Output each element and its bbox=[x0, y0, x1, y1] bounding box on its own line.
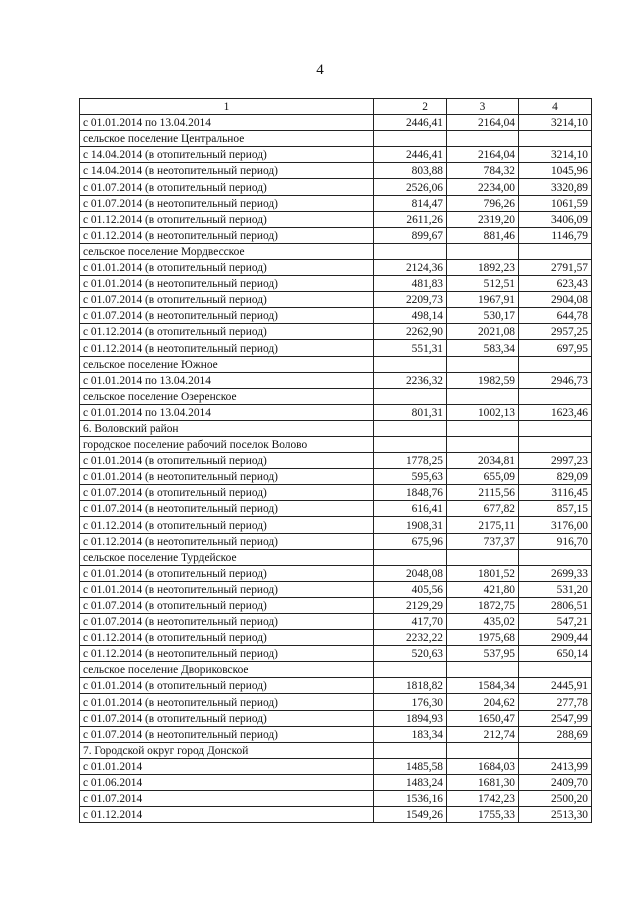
row-value-col-2: 675,96 bbox=[374, 533, 447, 549]
row-value-col-2: 551,31 bbox=[374, 340, 447, 356]
table-row bbox=[80, 549, 592, 565]
row-value-col-4: 2500,20 bbox=[519, 791, 592, 807]
row-value-col-2: 899,67 bbox=[374, 227, 447, 243]
row-value-col-4: 2957,25 bbox=[519, 324, 592, 340]
row-value-col-3: 1584,34 bbox=[447, 678, 519, 694]
table-row bbox=[80, 533, 592, 549]
row-value-col-4 bbox=[519, 243, 592, 259]
row-value-col-4: 3214,10 bbox=[519, 115, 592, 131]
row-value-col-3 bbox=[447, 662, 519, 678]
row-value-col-3: 1872,75 bbox=[447, 597, 519, 613]
row-value-col-3: 2164,04 bbox=[447, 115, 519, 131]
row-value-col-3 bbox=[447, 243, 519, 259]
table-row bbox=[80, 324, 592, 340]
row-value-col-4: 2547,99 bbox=[519, 710, 592, 726]
row-value-col-3: 881,46 bbox=[447, 227, 519, 243]
row-value-col-2: 183,34 bbox=[374, 726, 447, 742]
row-value-col-3: 1967,91 bbox=[447, 292, 519, 308]
row-value-col-4: 2699,33 bbox=[519, 565, 592, 581]
tariff-table bbox=[79, 98, 592, 823]
row-label: с 01.01.2014 (в неотопительный период) bbox=[80, 469, 374, 485]
row-value-col-2: 176,30 bbox=[374, 694, 447, 710]
row-value-col-3: 1755,33 bbox=[447, 807, 519, 823]
row-value-col-4: 3406,09 bbox=[519, 211, 592, 227]
table-row bbox=[80, 292, 592, 308]
table-row bbox=[80, 694, 592, 710]
row-label: сельское поселение Турдейское bbox=[80, 549, 374, 565]
row-value-col-2 bbox=[374, 549, 447, 565]
row-label: сельское поселение Центральное bbox=[80, 131, 374, 147]
row-value-col-4: 1146,79 bbox=[519, 227, 592, 243]
row-value-col-3: 204,62 bbox=[447, 694, 519, 710]
row-value-col-3: 212,74 bbox=[447, 726, 519, 742]
row-label: городское поселение рабочий поселок Волово bbox=[80, 436, 374, 452]
table-row bbox=[80, 115, 592, 131]
row-value-col-2 bbox=[374, 420, 447, 436]
row-label: с 01.01.2014 (в отопительный период) bbox=[80, 565, 374, 581]
row-value-col-2: 2236,32 bbox=[374, 372, 447, 388]
row-label: с 01.06.2014 bbox=[80, 774, 374, 790]
row-label: с 01.01.2014 по 13.04.2014 bbox=[80, 404, 374, 420]
row-label: с 01.12.2014 (в отопительный период) bbox=[80, 517, 374, 533]
row-label: с 01.01.2014 (в отопительный период) bbox=[80, 453, 374, 469]
table-row bbox=[80, 211, 592, 227]
row-value-col-2: 498,14 bbox=[374, 308, 447, 324]
table-row bbox=[80, 630, 592, 646]
row-value-col-3: 677,82 bbox=[447, 501, 519, 517]
row-label: с 01.01.2014 (в отопительный период) bbox=[80, 259, 374, 275]
row-value-col-3 bbox=[447, 742, 519, 758]
row-value-col-2: 2526,06 bbox=[374, 179, 447, 195]
table-row bbox=[80, 565, 592, 581]
table-row bbox=[80, 758, 592, 774]
row-value-col-3: 2034,81 bbox=[447, 453, 519, 469]
row-value-col-3: 2115,56 bbox=[447, 485, 519, 501]
row-label: с 01.07.2014 (в отопительный период) bbox=[80, 292, 374, 308]
table-row bbox=[80, 453, 592, 469]
row-value-col-2: 1778,25 bbox=[374, 453, 447, 469]
row-value-col-3: 537,95 bbox=[447, 646, 519, 662]
page-number: 4 bbox=[316, 62, 324, 78]
table-row bbox=[80, 195, 592, 211]
row-label: с 01.01.2014 (в неотопительный период) bbox=[80, 581, 374, 597]
row-value-col-4: 2806,51 bbox=[519, 597, 592, 613]
row-value-col-4 bbox=[519, 662, 592, 678]
table-row bbox=[80, 243, 592, 259]
row-label: с 01.01.2014 bbox=[80, 758, 374, 774]
row-label: с 01.07.2014 (в отопительный период) bbox=[80, 179, 374, 195]
row-value-col-4 bbox=[519, 356, 592, 372]
row-value-col-2: 405,56 bbox=[374, 581, 447, 597]
row-value-col-3: 784,32 bbox=[447, 163, 519, 179]
header-col-4: 4 bbox=[519, 99, 592, 115]
row-value-col-3 bbox=[447, 131, 519, 147]
row-label: с 01.12.2014 (в отопительный период) bbox=[80, 211, 374, 227]
table-row bbox=[80, 227, 592, 243]
table-row bbox=[80, 340, 592, 356]
row-label: 6. Воловский район bbox=[80, 420, 374, 436]
row-value-col-2: 1848,76 bbox=[374, 485, 447, 501]
row-value-col-4 bbox=[519, 742, 592, 758]
row-value-col-3 bbox=[447, 388, 519, 404]
row-value-col-2: 2446,41 bbox=[374, 147, 447, 163]
row-value-col-3: 1982,59 bbox=[447, 372, 519, 388]
row-value-col-2: 1483,24 bbox=[374, 774, 447, 790]
row-value-col-4: 1061,59 bbox=[519, 195, 592, 211]
row-value-col-3: 1650,47 bbox=[447, 710, 519, 726]
row-label: с 01.01.2014 по 13.04.2014 bbox=[80, 115, 374, 131]
row-value-col-2: 2262,90 bbox=[374, 324, 447, 340]
row-value-col-2: 814,47 bbox=[374, 195, 447, 211]
table-row bbox=[80, 774, 592, 790]
table-row bbox=[80, 662, 592, 678]
row-value-col-4: 2946,73 bbox=[519, 372, 592, 388]
table-row bbox=[80, 485, 592, 501]
row-value-col-4: 1623,46 bbox=[519, 404, 592, 420]
row-value-col-4: 2909,44 bbox=[519, 630, 592, 646]
table-row bbox=[80, 259, 592, 275]
table-row bbox=[80, 597, 592, 613]
table-row bbox=[80, 469, 592, 485]
row-label: сельское поселение Южное bbox=[80, 356, 374, 372]
row-label: с 01.07.2014 bbox=[80, 791, 374, 807]
table-row bbox=[80, 614, 592, 630]
row-label: сельское поселение Мордвесское bbox=[80, 243, 374, 259]
row-value-col-4 bbox=[519, 549, 592, 565]
row-value-col-2: 2209,73 bbox=[374, 292, 447, 308]
row-value-col-2 bbox=[374, 131, 447, 147]
row-value-col-4: 3214,10 bbox=[519, 147, 592, 163]
table-row bbox=[80, 131, 592, 147]
row-value-col-4: 857,15 bbox=[519, 501, 592, 517]
table-row bbox=[80, 501, 592, 517]
row-value-col-4 bbox=[519, 436, 592, 452]
row-value-col-4: 2409,70 bbox=[519, 774, 592, 790]
table-row bbox=[80, 807, 592, 823]
row-value-col-3: 512,51 bbox=[447, 276, 519, 292]
row-value-col-2: 1818,82 bbox=[374, 678, 447, 694]
row-label: с 01.01.2014 (в неотопительный период) bbox=[80, 694, 374, 710]
row-value-col-4 bbox=[519, 388, 592, 404]
row-value-col-3: 421,80 bbox=[447, 581, 519, 597]
table-row bbox=[80, 147, 592, 163]
row-value-col-4: 3320,89 bbox=[519, 179, 592, 195]
table-row bbox=[80, 404, 592, 420]
row-label: с 01.12.2014 (в неотопительный период) bbox=[80, 646, 374, 662]
table-row bbox=[80, 517, 592, 533]
row-value-col-3: 435,02 bbox=[447, 614, 519, 630]
row-value-col-3: 2319,20 bbox=[447, 211, 519, 227]
row-value-col-2: 2048,08 bbox=[374, 565, 447, 581]
row-label: с 01.07.2014 (в отопительный период) bbox=[80, 710, 374, 726]
row-label: с 01.07.2014 (в неотопительный период) bbox=[80, 501, 374, 517]
header-col-2: 2 bbox=[374, 99, 447, 115]
row-label: с 01.07.2014 (в неотопительный период) bbox=[80, 195, 374, 211]
table-row bbox=[80, 179, 592, 195]
row-label: с 01.01.2014 (в неотопительный период) bbox=[80, 276, 374, 292]
row-value-col-2: 803,88 bbox=[374, 163, 447, 179]
table-row bbox=[80, 581, 592, 597]
row-value-col-2 bbox=[374, 742, 447, 758]
row-value-col-4: 277,78 bbox=[519, 694, 592, 710]
row-value-col-4: 829,09 bbox=[519, 469, 592, 485]
row-value-col-3: 583,34 bbox=[447, 340, 519, 356]
row-value-col-3: 2234,00 bbox=[447, 179, 519, 195]
table-header-row bbox=[80, 99, 592, 115]
row-value-col-2: 2446,41 bbox=[374, 115, 447, 131]
row-value-col-4: 697,95 bbox=[519, 340, 592, 356]
row-value-col-2 bbox=[374, 436, 447, 452]
row-value-col-3 bbox=[447, 436, 519, 452]
table-row bbox=[80, 420, 592, 436]
row-label: сельское поселение Озеренское bbox=[80, 388, 374, 404]
row-label: с 01.12.2014 (в отопительный период) bbox=[80, 630, 374, 646]
row-value-col-2: 616,41 bbox=[374, 501, 447, 517]
row-value-col-4: 1045,96 bbox=[519, 163, 592, 179]
table-row bbox=[80, 388, 592, 404]
row-label: с 01.07.2014 (в отопительный период) bbox=[80, 485, 374, 501]
row-label: с 01.12.2014 (в неотопительный период) bbox=[80, 340, 374, 356]
row-value-col-2: 1894,93 bbox=[374, 710, 447, 726]
row-label: с 01.01.2014 (в отопительный период) bbox=[80, 678, 374, 694]
row-value-col-4: 2791,57 bbox=[519, 259, 592, 275]
row-value-col-2 bbox=[374, 662, 447, 678]
table-row bbox=[80, 710, 592, 726]
table-row bbox=[80, 372, 592, 388]
row-label: с 01.12.2014 bbox=[80, 807, 374, 823]
row-value-col-4: 2904,08 bbox=[519, 292, 592, 308]
row-value-col-4: 650,14 bbox=[519, 646, 592, 662]
row-value-col-4: 547,21 bbox=[519, 614, 592, 630]
row-value-col-4 bbox=[519, 131, 592, 147]
row-value-col-3: 2164,04 bbox=[447, 147, 519, 163]
row-value-col-4: 2997,23 bbox=[519, 453, 592, 469]
row-label: с 14.04.2014 (в неотопительный период) bbox=[80, 163, 374, 179]
row-value-col-2: 595,63 bbox=[374, 469, 447, 485]
row-value-col-4 bbox=[519, 420, 592, 436]
row-value-col-2: 1549,26 bbox=[374, 807, 447, 823]
row-value-col-4: 2513,30 bbox=[519, 807, 592, 823]
row-value-col-3: 1002,13 bbox=[447, 404, 519, 420]
row-value-col-3: 796,26 bbox=[447, 195, 519, 211]
row-value-col-2: 1908,31 bbox=[374, 517, 447, 533]
row-value-col-4: 916,70 bbox=[519, 533, 592, 549]
table-row bbox=[80, 791, 592, 807]
row-value-col-2: 1485,58 bbox=[374, 758, 447, 774]
row-value-col-3: 737,37 bbox=[447, 533, 519, 549]
table-row bbox=[80, 678, 592, 694]
row-value-col-3 bbox=[447, 356, 519, 372]
row-label: с 01.07.2014 (в отопительный период) bbox=[80, 597, 374, 613]
table-row bbox=[80, 436, 592, 452]
row-value-col-3: 1892,23 bbox=[447, 259, 519, 275]
row-value-col-2: 417,70 bbox=[374, 614, 447, 630]
row-label: с 01.01.2014 по 13.04.2014 bbox=[80, 372, 374, 388]
row-value-col-2 bbox=[374, 243, 447, 259]
row-label: с 01.07.2014 (в неотопительный период) bbox=[80, 726, 374, 742]
row-value-col-3: 655,09 bbox=[447, 469, 519, 485]
row-value-col-3 bbox=[447, 420, 519, 436]
row-label: с 01.12.2014 (в отопительный период) bbox=[80, 324, 374, 340]
row-value-col-2: 2611,26 bbox=[374, 211, 447, 227]
row-label: с 01.12.2014 (в неотопительный период) bbox=[80, 227, 374, 243]
row-value-col-2 bbox=[374, 356, 447, 372]
row-value-col-3 bbox=[447, 549, 519, 565]
table-row bbox=[80, 308, 592, 324]
row-value-col-3: 2021,08 bbox=[447, 324, 519, 340]
header-col-3: 3 bbox=[447, 99, 519, 115]
row-label: сельское поселение Двориковское bbox=[80, 662, 374, 678]
row-value-col-3: 1801,52 bbox=[447, 565, 519, 581]
table-row bbox=[80, 742, 592, 758]
row-value-col-2: 2124,36 bbox=[374, 259, 447, 275]
row-label: с 14.04.2014 (в отопительный период) bbox=[80, 147, 374, 163]
row-value-col-2: 1536,16 bbox=[374, 791, 447, 807]
row-value-col-2 bbox=[374, 388, 447, 404]
row-value-col-4: 2413,99 bbox=[519, 758, 592, 774]
row-value-col-3: 1975,68 bbox=[447, 630, 519, 646]
row-value-col-4: 3116,45 bbox=[519, 485, 592, 501]
row-value-col-3: 530,17 bbox=[447, 308, 519, 324]
row-value-col-4: 2445,91 bbox=[519, 678, 592, 694]
row-label: 7. Городской округ город Донской bbox=[80, 742, 374, 758]
table-row bbox=[80, 356, 592, 372]
table-row bbox=[80, 646, 592, 662]
row-value-col-2: 481,83 bbox=[374, 276, 447, 292]
table-row bbox=[80, 276, 592, 292]
row-value-col-2: 520,63 bbox=[374, 646, 447, 662]
row-value-col-4: 531,20 bbox=[519, 581, 592, 597]
row-label: с 01.07.2014 (в неотопительный период) bbox=[80, 614, 374, 630]
row-value-col-4: 644,78 bbox=[519, 308, 592, 324]
row-value-col-2: 2129,29 bbox=[374, 597, 447, 613]
row-value-col-2: 2232,22 bbox=[374, 630, 447, 646]
row-value-col-3: 1742,23 bbox=[447, 791, 519, 807]
table-row bbox=[80, 726, 592, 742]
row-label: с 01.07.2014 (в неотопительный период) bbox=[80, 308, 374, 324]
row-value-col-4: 623,43 bbox=[519, 276, 592, 292]
row-value-col-2: 801,31 bbox=[374, 404, 447, 420]
row-label: с 01.12.2014 (в неотопительный период) bbox=[80, 533, 374, 549]
row-value-col-3: 2175,11 bbox=[447, 517, 519, 533]
row-value-col-3: 1681,30 bbox=[447, 774, 519, 790]
header-col-1: 1 bbox=[80, 99, 374, 115]
row-value-col-4: 3176,00 bbox=[519, 517, 592, 533]
table-row bbox=[80, 163, 592, 179]
row-value-col-3: 1684,03 bbox=[447, 758, 519, 774]
row-value-col-4: 288,69 bbox=[519, 726, 592, 742]
